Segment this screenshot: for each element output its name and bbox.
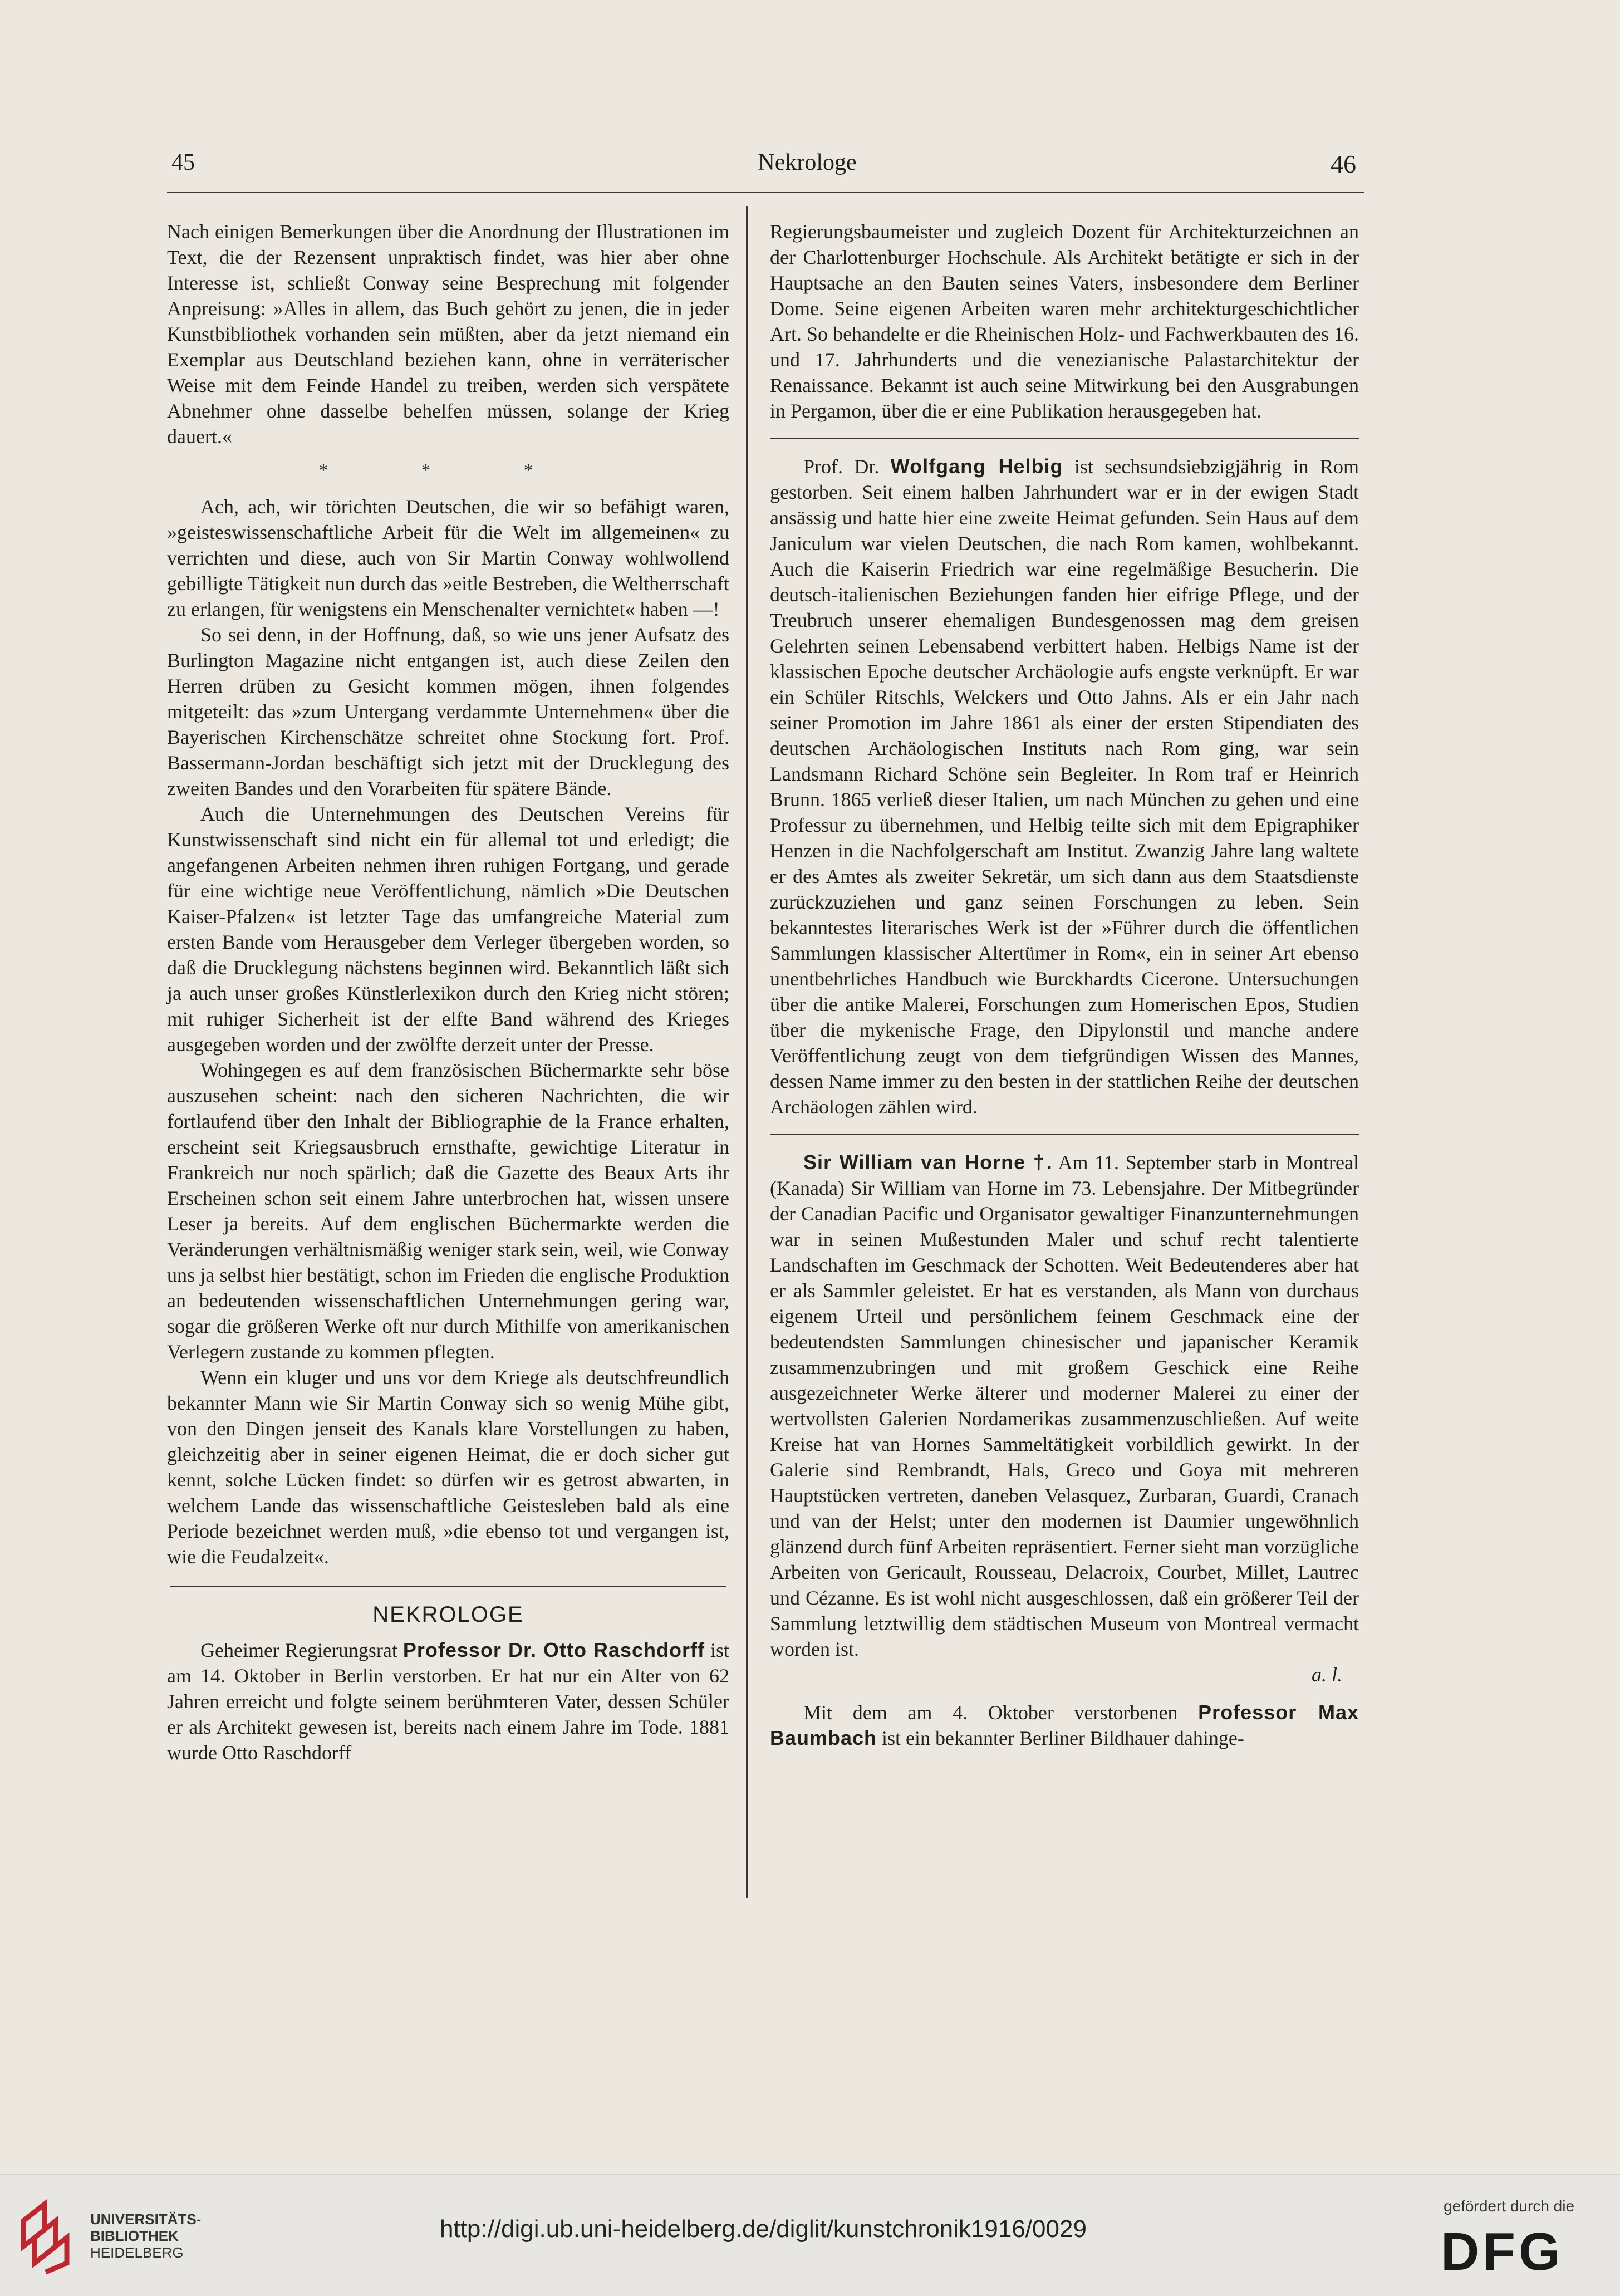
permalink-url[interactable]: http://digi.ub.uni-heidelberg.de/diglit/kunstchronik1916/0029 <box>440 2215 1087 2243</box>
viewer-footer <box>0 2174 1620 2296</box>
running-title: Nekrologe <box>758 150 857 175</box>
library-name-line: HEIDELBERG <box>90 2244 184 2261</box>
divider-rule <box>770 438 1359 439</box>
left-column <box>167 219 729 1765</box>
author-signature: a. l. <box>1311 1664 1342 1686</box>
paragraph: So sei denn, in der Hoffnung, daß, so wie uns jener Aufsatz des Burlington Magazine nicht entgangen ist, auch diese Zeilen den Herren drüben zu Gesicht kommen mögen, ihnen folgendes mitgeteilt: das »zum Untergang verdammte Unternehmen« über die Bayerischen Kirchenschätze schreitet ohne Stockung fort. Prof. Bassermann-Jordan beschäftigt sich jetzt mit der Drucklegung des zweiten Bandes und den Vorarbeiten für spätere Bände. <box>167 624 729 799</box>
obituary-text: Am 11. September starb in Montreal (Kanada) Sir William van Horne im 73. Lebensjahre. Der Mitbegründer der Canadian Pacific und Organisator gewaltiger Finanzunternehmungen war in seinen Mußestunden Maler und schuf recht talentierte Landschaften im Geschmack der Schotten. Weit Bedeutenderes aber hat er als Sammler geleistet. Er hat es verstanden, als Mann von durchaus eigenem Urteil und persönlichem feinem Geschmack eine der bedeutendsten Sammlungen chinesischer und japanischer Keramik zusammenzubringen und mit großem Geschick eine Reihe ausgezeichneter Werke älterer und moderner Malerei zu einer der wertvollsten Galerien Nordamerikas zusammenzuschließen. Auf weite Kreise hat van Hornes Sammeltätigkeit vorbildlich gewirkt. In der Galerie sind Rembrandt, Hals, Greco und Goya mit mehreren Hauptstücken vertreten, daneben Velasquez, Zurbaran, Guardi, Cranach und van der Helst; unter den modernen ist Daumier ungewöhnlich glänzend durch fünf Arbeiten repräsentiert. Ferner sieht man vorzügliche Arbeiten von Gericault, Rousseau, Delacroix, Courbet, Millet, Lautrec und Cézanne. Es ist wohl nicht ausgeschlossen, daß ein größerer Teil der Sammlung letztwillig dem städtischen Museum von Montreal vermacht worden ist. <box>770 1151 1359 1660</box>
paragraph: Regierungsbaumeister und zugleich Dozent für Architekturzeichnen an der Charlottenburger Hochschule. Als Architekt betätigte er sich in der Hauptsache an den Bauten seines Vaters, insbesondere dem Berliner Dome. Seine eigenen Arbeiten waren mehr architekturgeschichtlicher Art. So behandelte er die Rheinischen Holz- und Fachwerkbauten des 16. und 17. Jahrhunderts und die venezianische Palastarchitektur der Renaissance. Bekannt ist auch seine Mitwirkung bei den Ausgrabungen in Pergamon, über die er eine Publikation herausgegeben hat. <box>770 220 1359 422</box>
paragraph: Wohingegen es auf dem französischen Büchermarkte sehr böse auszusehen scheint: nach den sicheren Nachrichten, die wir fortlaufend über den Inhalt der Bibliographie de la France erhalten, erscheint seit Kriegsausbruch ernsthafte, gewichtige Literatur in Frankreich nur noch spärlich; daß die Gazette des Beaux Arts ihr Erscheinen schon seit einem Jahre unterbrochen hat, wissen unsere Leser ja bereits. Auf dem englischen Büchermarkte werden die Veränderungen verhältnismäßig weniger stark sein, weil, wie Conway uns ja selbst hier bestätigt, schon im Frieden die englische Produktion an bedeutenden wissenschaftlichen Unternehmungen gering war, sogar die größeren Werke oft nur durch Mithilfe von amerikanischen Verlegern zustande zu kommen pflegten. <box>167 1059 729 1363</box>
header-rule <box>167 192 1364 193</box>
page-number-left: 45 <box>171 150 195 175</box>
obituary-name: Professor Dr. Otto Raschdorff <box>402 1638 705 1661</box>
obituary-text: ist ein bekannter Berliner Bildhauer dahinge- <box>877 1727 1244 1749</box>
paragraph: Wenn ein kluger und uns vor dem Kriege als deutschfreundlich bekannter Mann wie Sir Martin Conway sich so wenig Mühe gibt, von den Dingen jenseit des Kanals klare Vorstellungen zu haben, gleichzeitig aber in seiner eigenen Heimat, die er doch sicher gut kennt, solche Lücken findet: so dürfen wir es getrost abwarten, in welchem Lande das wissenschaftliche Geistesleben bald als eine Periode bezeichnet werden muß, »die ebenso tot und vergangen ist, wie die Feudalzeit«. <box>167 1366 729 1568</box>
section-heading: NEKROLOGE <box>372 1602 524 1627</box>
obituary-lead: Prof. Dr. <box>803 455 891 478</box>
university-library-logo-icon[interactable] <box>18 2197 85 2275</box>
dfg-logo[interactable]: DFG <box>1441 2222 1564 2282</box>
obituary-helbig <box>770 454 1359 1120</box>
obituary-lead: Mit dem am 4. Oktober verstorbenen <box>803 1701 1199 1724</box>
asterism: * * * <box>319 460 577 480</box>
obituary-baumbach <box>770 1700 1359 1751</box>
obituary-name: Wolfgang Helbig <box>890 455 1063 478</box>
obituary-lead: Geheimer Regierungsrat <box>200 1639 403 1661</box>
library-name-line: BIBLIOTHEK <box>90 2228 179 2244</box>
divider-rule <box>770 1134 1359 1135</box>
right-column <box>770 219 1359 1751</box>
obituary-text: ist sechsundsiebzigjährig in Rom gestorben. Seit einem halben Jahrhundert war er in der ewigen Stadt ansässig und hatte hier eine zweite Heimat gefunden. Sein Haus auf dem Janiculum war vielen Deutschen, die nach Rom kamen, wohlbekannt. Auch die Kaiserin Friedrich war eine regelmäßige Besucherin. Die deutsch-italienischen Beziehungen fanden hier eifrige Pflege, und der Treubruch unserer ehemaligen Bundesgenossen mag dem greisen Gelehrten seinen Lebensabend verbittert haben. Helbigs Name ist der klassischen Epoche deutscher Archäologie aufs engste verknüpft. Er war ein Schüler Ritschls, Welckers und Otto Jahns. Als er ein Jahr nach seiner Promotion im Jahre 1861 als einer der ersten Stipendiaten des deutschen Archäologischen Instituts nach Rom ging, war sein Landsmann Richard Schöne sein Begleiter. In Rom traf er Heinrich Brunn. 1865 verließ dieser Italien, um nach München zu gehen und eine Professur zu übernehmen, und Helbig teilte sich mit dem Epigraphiker Henzen in die Nachfolgerschaft am Institut. Zwanzig Jahre lang waltete er des Amtes als zweiter Sekretär, um sich dann aus dem Staatsdienste zurückzuziehen und ganz seinen Forschungen zu leben. Sein bekanntestes literarisches Werk ist der »Führer durch die öffentlichen Sammlungen klassischer Altertümer in Rom«, ein in seiner Art ebenso unentbehrliches Handbuch wie Burckhardts Cicerone. Untersuchungen über die antike Malerei, Forschungen zum Homerischen Epos, Studien über die mykenische Frage, den Dipylonstil und manche andere Veröffentlichung zeugt von dem tiefgründigen Wissen des Mannes, dessen Name immer zu den besten in der stattlichen Reihe der deutschen Archäologen zählen wird. <box>770 455 1359 1118</box>
obituary-text: ist am 14. Oktober in Berlin verstorben. Er hat nur ein Alter von 62 Jahren erreicht und folgte seinem berühmteren Vater, dessen Schüler er als Architekt gewesen ist, bereits nach einem Jahre im Tode. 1881 wurde Otto Raschdorff <box>167 1639 729 1764</box>
funded-by-label: gefördert durch die <box>1444 2197 1575 2215</box>
paragraph: Ach, ach, wir törichten Deutschen, die wir so befähigt waren, »geisteswissenschaftliche Arbeit für die Welt im allgemeinen« zu verrichten und diese, auch von Sir Martin Conway wohlwollend gebilligte Tätigkeit nun durch das »eitle Bestreben, die Weltherrschaft zu erlangen, für wenigstens ein Menschenalter vernichtet« haben —! <box>167 495 729 620</box>
paragraph: Auch die Unternehmungen des Deutschen Vereins für Kunstwissenschaft sind nicht ein für allemal tot und erledigt; die angefangenen Arbeiten nehmen ihren ruhigen Fortgang, und gerade für eine wichtige neue Veröffentlichung, nämlich »Die Deutschen Kaiser-Pfalzen« ist letzter Tage das umfangreiche Material zum ersten Bande vom Herausgeber dem Verleger übergeben worden, so daß die Drucklegung nächstens beginnen wird. Bekanntlich läßt sich ja auch unser großes Künstlerlexikon durch den Krieg nicht stören; mit ruhiger Sicherheit ist der elfte Band während des Krieges ausgegeben worden und der zwölfte derzeit unter der Presse. <box>167 803 729 1056</box>
obituary-raschdorff <box>167 1637 729 1765</box>
obituary-name: Sir William van Horne †. <box>803 1151 1053 1174</box>
column-divider <box>746 206 748 1898</box>
obituary-van-horne <box>770 1150 1359 1662</box>
section-rule <box>170 1586 726 1587</box>
obituary-name: Professor Max Baumbach <box>770 1701 1359 1749</box>
page-number-right: 46 <box>1331 150 1356 178</box>
paragraph: Nach einigen Bemerkungen über die Anordnung der Illustrationen im Text, die der Rezensent unpraktisch findet, was hier aber ohne Interesse ist, schließt Conway seine Besprechung mit folgender Anpreisung: »Alles in allem, das Buch gehört zu jenen, die in jeder Kunstbibliothek vorhanden sein müßten, aber da jetzt niemand ein Exemplar aus Deutschland beziehen kann, ohne in verräterischer Weise mit dem Feinde Handel zu treiben, werden sich verspätete Abnehmer ohne dasselbe behelfen müssen, solange der Krieg dauert.« <box>167 220 729 448</box>
library-name-line: UNIVERSITÄTS- <box>90 2211 202 2228</box>
